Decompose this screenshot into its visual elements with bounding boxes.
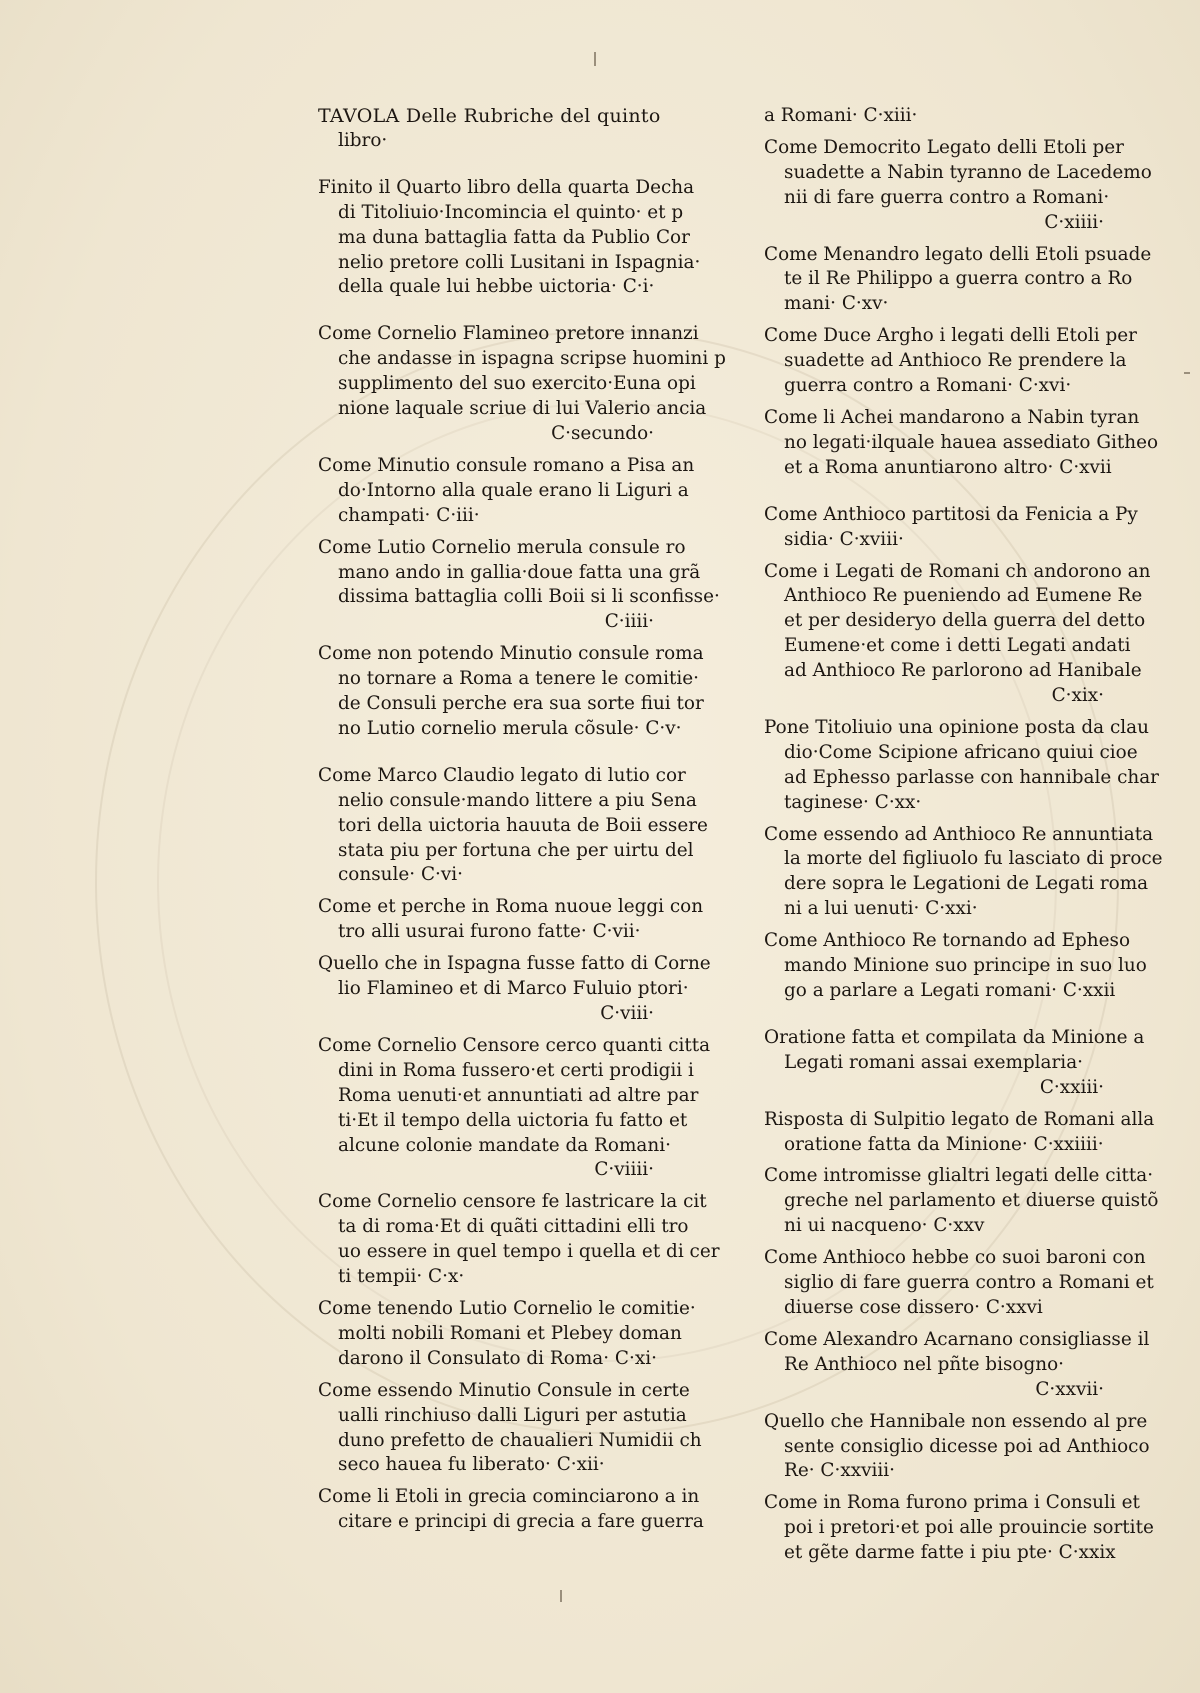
rubric-line: di Titoliuio·Incomincia el quinto· et p [338, 201, 684, 223]
rubric-entry [764, 929, 1147, 1004]
rubric-line: tori della uictoria hauuta de Boii essere [338, 814, 708, 836]
rubric-heading-line: Quello che Hannibale non essendo al pre [764, 1410, 1148, 1432]
chapter-reference: C·xxiii· [1039, 1076, 1104, 1098]
rubric-entry [318, 454, 695, 529]
rubric-heading-line: Come Cornelio Censore cerco quanti citta [318, 1034, 711, 1056]
rubric-entry [764, 406, 1159, 481]
rubric-line: lio Flamineo et di Marco Fuluio ptori· [338, 978, 689, 1000]
rubric-entry [764, 560, 1151, 709]
rubric-heading-line: Come Democrito Legato delli Etoli per [764, 136, 1124, 158]
rubric-heading-line: Come tenendo Lutio Cornelio le comitie· [318, 1297, 696, 1319]
rubric-entry [764, 503, 1138, 553]
rubric-heading-line: Come Alexandro Acarnano consigliasse il [764, 1328, 1150, 1350]
rubric-heading-line: Come Anthioco hebbe co suoi baroni con [764, 1247, 1146, 1269]
rubric-line: nii di fare guerra contro a Romani· [784, 186, 1110, 208]
chapter-reference: C·viiii· [594, 1159, 654, 1181]
rubric-entry [318, 322, 726, 447]
rubric-line: nelio pretore colli Lusitani in Ispagnia· [338, 251, 701, 273]
margin-tick-right [1184, 372, 1190, 374]
rubric-entry [764, 1026, 1145, 1101]
rubric-line: go a parlare a Legati romani· C·xxii [784, 980, 1116, 1001]
rubric-line: ni a lui uenuti· C·xxi· [784, 898, 978, 920]
rubric-line: taginese· C·xx· [784, 791, 922, 813]
rubric-line: ad Anthioco Re parlorono ad Hanibale [784, 660, 1142, 682]
rubric-line: duno prefetto de chaualieri Numidii ch [338, 1429, 702, 1451]
chapter-reference: C·xxvii· [1035, 1378, 1104, 1400]
rubric-entry [318, 104, 664, 154]
rubric-heading-line: a Romani· C·xiii· [764, 105, 918, 126]
rubric-line: molti nobili Romani et Plebey doman [338, 1322, 682, 1344]
rubric-line: siglio di fare guerra contro a Romani et [784, 1272, 1154, 1294]
rubric-line: dio·Come Scipione africano quiui cioe [784, 741, 1138, 763]
rubric-heading-line: Come essendo ad Anthioco Re annuntiata [764, 823, 1154, 845]
rubric-heading-line: Come Minutio consule romano a Pisa an [318, 454, 695, 476]
rubric-line: mano ando in gallia·doue fatta una grã [338, 561, 701, 583]
chapter-reference: C·iiii· [604, 611, 654, 633]
rubric-line: che andasse in ispagna scripse huomini p [338, 348, 726, 370]
rubric-line: ma duna battaglia fatta da Publio Cor [338, 226, 690, 248]
rubric-line: consule· C·vi· [338, 864, 463, 886]
rubric-heading-line: Finito il Quarto libro della quarta Decha [318, 176, 695, 198]
rubric-entry [318, 764, 708, 889]
rubric-line: ti tempii· C·x· [338, 1266, 465, 1288]
rubric-heading-line: Come Menandro legato delli Etoli psuade [764, 243, 1152, 265]
rubric-line: de Consuli perche era sua sorte fiui tor [338, 693, 704, 715]
rubric-line: oratione fatta da Minione· C·xxiiii· [784, 1133, 1104, 1155]
rubric-entry [764, 1164, 1159, 1239]
rubric-line: Eumene·et come i detti Legati andati [784, 635, 1131, 657]
rubric-line: della quale lui hebbe uictoria· C·i· [338, 276, 655, 298]
rubric-heading-line: Come Marco Claudio legato di lutio cor [318, 764, 686, 786]
rubric-entry [764, 716, 1159, 816]
rubric-line: Roma uenuti·et annuntiati ad altre par [338, 1084, 699, 1106]
rubric-entry [764, 1246, 1154, 1321]
chapter-reference: C·viii· [600, 1003, 654, 1024]
rubric-line: nelio consule·mando littere a piu Sena [338, 789, 697, 811]
rubric-heading-line: Come Anthioco partitosi da Fenicia a Py [764, 503, 1138, 525]
rubric-heading-line: Quello che in Ispagna fusse fatto di Corne [318, 953, 711, 975]
rubric-entry [318, 1190, 720, 1290]
rubric-heading-line: Pone Titoliuio una opinione posta da clau [764, 716, 1149, 738]
chapter-reference: C·secundo· [551, 422, 654, 444]
rubric-entry [318, 1034, 711, 1183]
rubric-line: darono il Consulato di Roma· C·xi· [338, 1347, 657, 1369]
rubric-line: alcune colonie mandate da Romani· [338, 1134, 671, 1156]
rubric-entry [764, 1491, 1154, 1566]
rubric-line: no legati·ilquale hauea assediato Githeo [784, 431, 1159, 453]
rubric-heading-line: Come in Roma furono prima i Consuli et [764, 1492, 1140, 1514]
rubric-entry [318, 1485, 704, 1535]
rubric-heading-line: Come i Legati de Romani ch andorono an [764, 560, 1151, 582]
rubric-entry [318, 536, 720, 636]
rubric-heading-line: Come non potendo Minutio consule roma [318, 643, 704, 665]
rubric-entry [318, 642, 704, 742]
rubric-line: ualli rinchiuso dalli Liguri per astutia [338, 1404, 687, 1426]
rubric-line: guerra contro a Romani· C·xvi· [784, 375, 1072, 397]
rubric-line: Anthioco Re pueniendo ad Eumene Re [784, 585, 1143, 607]
rubric-entry [764, 1108, 1155, 1158]
rubric-line: et per desideryo della guerra del detto [784, 610, 1146, 632]
rubric-line: ni ui nacqueno· C·xxv [784, 1215, 985, 1237]
rubric-heading-line: TAVOLA Delle Rubriche del quinto [318, 105, 661, 127]
rubric-heading-line: Oratione fatta et compilata da Minione a [764, 1026, 1145, 1048]
rubric-heading-line: Come et perche in Roma nuoue leggi con [318, 896, 704, 918]
rubric-heading-line: Come intromisse glialtri legati delle citta· [764, 1165, 1154, 1187]
rubric-entry [318, 1297, 696, 1372]
margin-tick-bottom [560, 1590, 562, 1602]
rubric-line: no Lutio cornelio merula cõsule· C·v· [338, 717, 682, 739]
rubric-heading-line: Come li Achei mandarono a Nabin tyran [764, 406, 1140, 428]
rubric-line: sente consiglio dicesse poi ad Anthioco [784, 1435, 1150, 1457]
rubric-heading-line: Come li Etoli in grecia cominciarono a in [318, 1486, 700, 1508]
rubric-line: supplimento del suo exercito·Euna opi [338, 373, 696, 395]
rubric-line: libro· [338, 129, 388, 151]
rubric-heading-line: Come Cornelio censore fe lastricare la cit [318, 1191, 707, 1213]
rubric-entry [764, 136, 1152, 236]
rubric-line: greche nel parlamento et diuerse quistõ [784, 1190, 1159, 1212]
rubric-line: citare e principi di grecia a fare guerra [338, 1511, 704, 1533]
rubric-entry [764, 1328, 1150, 1403]
rubric-line: diuerse cose dissero· C·xxvi [784, 1296, 1043, 1318]
chapter-reference: C·xiiii· [1044, 211, 1104, 233]
rubric-line: te il Re Philippo a guerra contro a Ro [784, 268, 1133, 290]
right-column [764, 104, 1163, 1573]
rubric-entry [318, 1379, 702, 1479]
rubric-entry [764, 104, 1114, 129]
rubric-line: et gẽte darme fatte i piu pte· C·xxix [784, 1542, 1116, 1564]
rubric-heading-line: Come Cornelio Flamineo pretore innanzi [318, 323, 699, 345]
rubric-line: suadette a Nabin tyranno de Lacedemo [784, 161, 1152, 183]
rubric-line: poi i pretori·et poi alle prouincie sortite [784, 1517, 1154, 1539]
rubric-line: dini in Roma fussero·et certi prodigii i [338, 1059, 694, 1081]
rubric-line: sidia· C·xviii· [784, 528, 904, 550]
rubric-heading-line: Risposta di Sulpitio legato de Romani alla [764, 1108, 1155, 1130]
rubric-line: seco hauea fu liberato· C·xii· [338, 1454, 605, 1476]
rubric-line: stata piu per fortuna che per uirtu del [338, 839, 694, 861]
rubric-entry [318, 895, 704, 945]
rubric-line: Re· C·xxviii· [784, 1460, 895, 1482]
rubric-line: Re Anthioco nel pñte bisogno· [784, 1353, 1064, 1375]
rubric-line: et a Roma anuntiarono altro· C·xvii [784, 456, 1112, 478]
rubric-line: mando Minione suo principe in suo luo [784, 955, 1147, 977]
rubric-line: ad Ephesso parlasse con hannibale char [784, 766, 1159, 788]
rubric-heading-line: Come Duce Argho i legati delli Etoli per [764, 325, 1137, 347]
rubric-line: dere sopra le Legationi de Legati roma [784, 873, 1149, 895]
rubric-entry [764, 243, 1152, 318]
left-column [318, 104, 726, 1542]
rubric-line: dissima battaglia colli Boii si li sconfisse· [338, 586, 720, 608]
rubric-entry [764, 823, 1163, 923]
rubric-line: tro alli usurai furono fatte· C·vii· [338, 921, 641, 943]
rubric-line: Legati romani assai exemplaria· [784, 1051, 1084, 1073]
rubric-line: suadette ad Anthioco Re prendere la [784, 350, 1127, 372]
rubric-line: no tornare a Roma a tenere le comitie· [338, 668, 699, 690]
rubric-heading-line: Come essendo Minutio Consule in certe [318, 1379, 690, 1401]
margin-tick-top [594, 52, 596, 66]
rubric-line: nione laquale scriue di lui Valerio ancia [338, 398, 707, 420]
rubric-heading-line: Come Anthioco Re tornando ad Epheso [764, 930, 1131, 952]
rubric-entry [764, 324, 1137, 399]
rubric-line: ta di roma·Et di quãti cittadini elli tro [338, 1216, 689, 1238]
rubric-line: la morte del figliuolo fu lasciato di proce [784, 848, 1163, 870]
rubric-line: ti·Et il tempo della uictoria fu fatto et [338, 1109, 688, 1131]
rubric-entry [318, 176, 701, 301]
rubric-heading-line: Come Lutio Cornelio merula consule ro [318, 536, 686, 558]
rubric-entry [318, 952, 711, 1027]
rubric-line: do·Intorno alla quale erano li Liguri a [338, 479, 689, 501]
rubric-line: champati· C·iii· [338, 504, 480, 526]
chapter-reference: C·xix· [1051, 685, 1104, 707]
rubric-line: mani· C·xv· [784, 293, 889, 315]
rubric-line: uo essere in quel tempo i quella et di cer [338, 1241, 720, 1263]
rubric-entry [764, 1410, 1150, 1485]
